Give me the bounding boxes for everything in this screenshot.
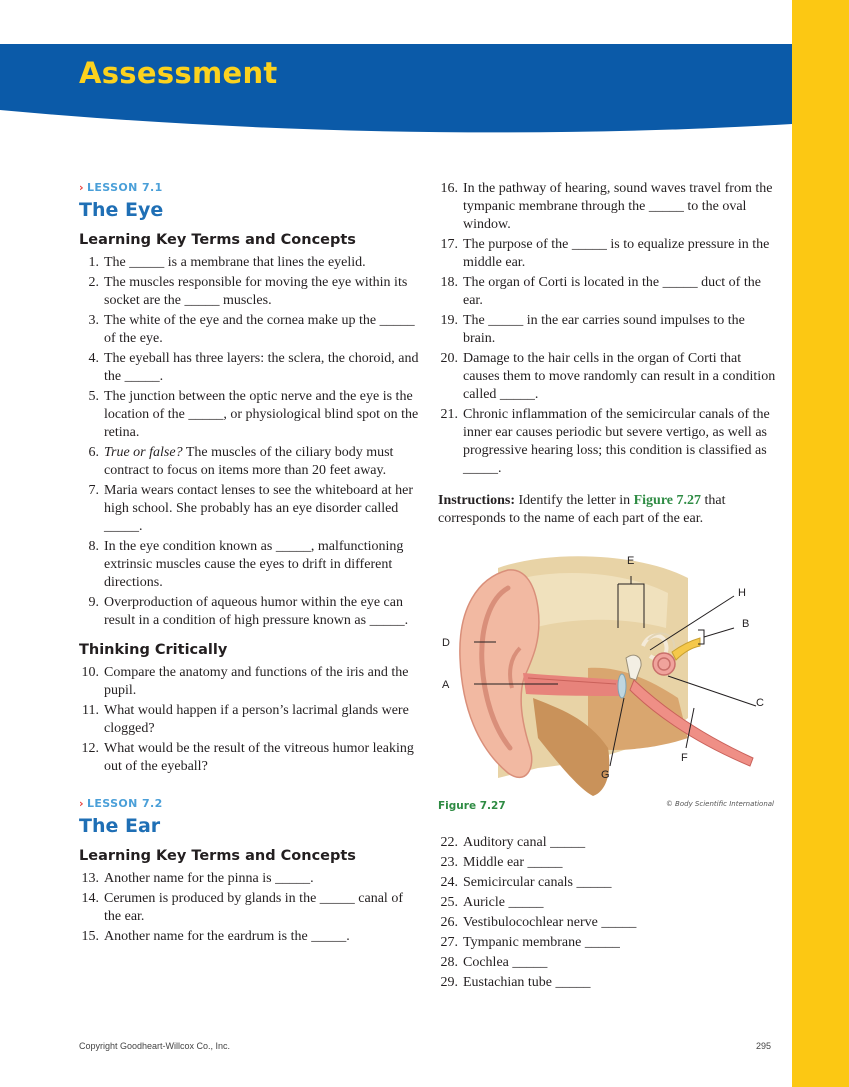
question-item: 16. In the pathway of hearing, sound waves travel from the tympanic membrane through the _____ to the oval window.: [440, 181, 773, 232]
question-item: 7. Maria wears contact lenses to see the whiteboard at her high school. She probably has an eye disorder called _____.: [88, 483, 414, 534]
question-item: 4. The eyeball has three layers: the sclera, the choroid, and the _____.: [88, 351, 419, 384]
matching-item: 27. Tympanic membrane _____: [440, 935, 620, 950]
matching-column: [438, 834, 778, 994]
figure-caption: Figure 7.27: [438, 800, 506, 812]
question-item: 20. Damage to the hair cells in the organ of Corti that causes them to move randomly can result in a condition called _____.: [440, 351, 776, 402]
question-item: 8. In the eye condition known as _____, malfunctioning extrinsic muscles cause the eyes to drift in different directions.: [88, 539, 404, 590]
label-g: G: [601, 769, 610, 781]
label-d: D: [442, 637, 450, 649]
lesson-7-2-title: The Ear: [79, 815, 161, 837]
label-c: C: [756, 697, 764, 709]
chevron-right-icon: ›: [79, 797, 84, 810]
figure-credit: © Body Scientific International: [665, 800, 774, 808]
question-item: 6. True or false? The muscles of the ciliary body must contract to focus on items more than 20 feet away.: [88, 445, 394, 478]
lesson-7-1-tag: › LESSON 7.1: [79, 181, 163, 194]
question-item: 2. The muscles responsible for moving the eye within its socket are the _____ muscles.: [88, 275, 408, 308]
ear-questions-continued: [438, 180, 778, 478]
ear-questions-list: [79, 870, 419, 946]
label-e: E: [627, 555, 635, 567]
matching-item: 25. Auricle _____: [440, 895, 544, 910]
matching-item: 23. Middle ear _____: [440, 855, 563, 870]
right-column: [438, 180, 778, 528]
question-item: 17. The purpose of the _____ is to equalize pressure in the middle ear.: [440, 237, 770, 270]
lesson-7-1-title: The Eye: [79, 199, 164, 221]
question-item: 3. The white of the eye and the cornea make up the _____ of the eye.: [88, 313, 415, 346]
question-item: 18. The organ of Corti is located in the _____ duct of the ear.: [440, 275, 761, 308]
question-item: 1. The _____ is a membrane that lines the eyelid.: [88, 255, 366, 270]
page-title: Assessment: [79, 56, 278, 90]
side-accent-bar: [792, 0, 849, 1087]
question-item: 9. Overproduction of aqueous humor within the eye can result in a condition of high pressure known as _____.: [88, 595, 409, 628]
ear-anatomy-figure: [438, 548, 778, 818]
left-column: [79, 180, 419, 948]
question-item: 11. What would happen if a person’s lacrimal glands were clogged?: [82, 703, 409, 736]
question-item: 13. Another name for the pinna is _____.: [81, 871, 314, 886]
footer-copyright: Copyright Goodheart-Willcox Co., Inc.: [79, 1041, 231, 1051]
matching-item: 26. Vestibulocochlear nerve _____: [440, 915, 637, 930]
question-item: 15. Another name for the eardrum is the _____.: [81, 929, 350, 944]
question-item: 19. The _____ in the ear carries sound impulses to the brain.: [440, 313, 745, 346]
matching-item: 29. Eustachian tube _____: [440, 975, 591, 990]
question-item: 10. Compare the anatomy and functions of the iris and the pupil.: [81, 665, 409, 698]
footer-page-number: 295: [756, 1041, 772, 1051]
label-f: F: [681, 752, 688, 764]
label-a: A: [442, 679, 450, 691]
ear-key-terms-heading: Learning Key Terms and Concepts: [79, 848, 356, 864]
eye-key-terms-heading: Learning Key Terms and Concepts: [79, 232, 356, 248]
matching-list: [438, 834, 778, 992]
matching-item: 22. Auditory canal _____: [440, 835, 586, 850]
matching-item: 24. Semicircular canals _____: [440, 875, 612, 890]
eye-questions-list: [79, 254, 419, 630]
chevron-right-icon: ›: [79, 181, 84, 194]
critical-questions-list: [79, 664, 419, 776]
matching-item: 28. Cochlea _____: [440, 955, 548, 970]
label-h: H: [738, 587, 746, 599]
question-item: 21. Chronic inflammation of the semicircular canals of the inner ear causes periodic but severe vertigo, as well as progressive hearing loss; this condition is classified as _____.: [440, 407, 770, 476]
question-item: 14. Cerumen is produced by glands in the _____ canal of the ear.: [81, 891, 403, 924]
question-item: 5. The junction between the optic nerve and the eye is the location of the _____, or physiological blind spot on the retina.: [88, 389, 419, 440]
label-b: B: [742, 618, 750, 630]
question-item: 12. What would be the result of the vitreous humor leaking out of the eyeball?: [81, 741, 414, 774]
thinking-critically-heading: Thinking Critically: [79, 642, 228, 658]
ear-anatomy-illustration: [438, 548, 778, 798]
figure-instructions: Instructions: Identify the letter in Figure 7.27 that corresponds to the name of each part of the ear.: [438, 493, 726, 526]
lesson-7-2-tag: › LESSON 7.2: [79, 797, 163, 810]
